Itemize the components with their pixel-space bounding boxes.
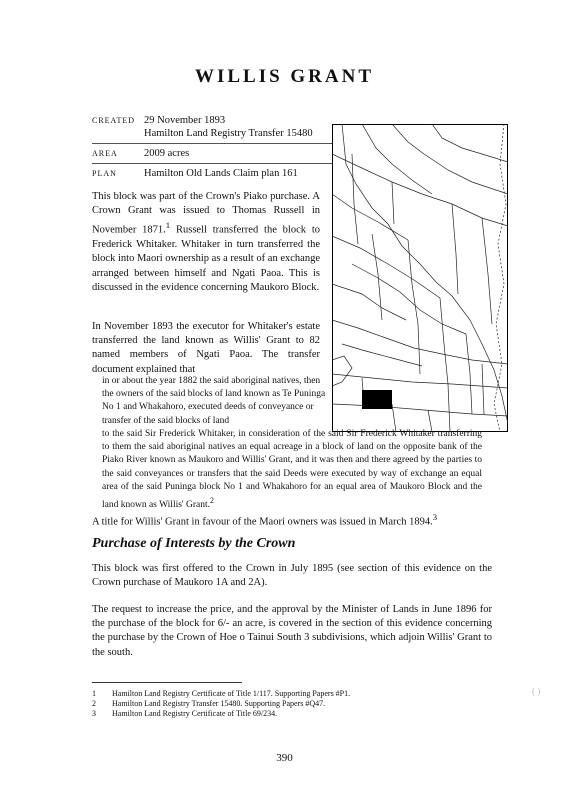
- location-map: [332, 124, 508, 432]
- created-transfer: Hamilton Land Registry Transfer 15480: [144, 128, 313, 139]
- footnote-number: 3: [92, 709, 96, 718]
- footnotes: [92, 689, 492, 719]
- quoted-deed-part-1: in or about the year 1882 the said aboriginal natives, then the owners of the said blocks of land known as Te Puninga No 1 and Whakahoro, executed deeds of conveyance or transfer of the said blocks of land: [102, 376, 326, 426]
- footnote-text: Hamilton Land Registry Certificate of Title 1/117. Supporting Papers #P1.: [112, 689, 351, 698]
- willis-grant-block-marker: [362, 390, 392, 409]
- title-issued-paragraph: [92, 510, 492, 530]
- offer-paragraph: This block was first offered to the Crown in July 1895 (see section of this evidence on the Crown purchase of Maukoro 1A and 2A).: [92, 563, 492, 589]
- footnote-1: [92, 689, 492, 699]
- transfer-paragraph: In November 1893 the executor for Whitaker's estate transferred the land known as Willis' Grant to 82 named members of Ngati Paoa. The transfer document explained that: [92, 321, 320, 375]
- quoted-deed-part-2: [102, 428, 482, 512]
- footnote-text: Hamilton Land Registry Certificate of Title 69/234.: [112, 709, 278, 718]
- area-value: 2009 acres: [144, 144, 359, 164]
- area-row: [92, 144, 359, 164]
- footnote-3: [92, 709, 492, 719]
- intro-paragraph: [92, 190, 320, 295]
- plan-label: PLAN: [92, 169, 117, 178]
- created-row: [92, 111, 359, 144]
- footnote-ref-2[interactable]: 2: [210, 496, 214, 506]
- plan-row: [92, 164, 359, 184]
- block-details-table: [92, 111, 359, 183]
- footnote-number: 2: [92, 699, 96, 708]
- footnote-ref-1[interactable]: 1: [165, 220, 171, 231]
- area-label: AREA: [92, 144, 144, 164]
- quoted-deed-text: to the said Sir Frederick Whitaker, in consideration of the said Sir Frederick Whitaker transferring to them the said aboriginal natives an equal acreage in a block of land on the opposite bank of the Piako River known as Maukoro and Willis' Grant, and it was then and there agreed by the parties to the said conveyances or transfers that the said Deeds were executed by way of exchange an equal area of the said Puninga block No 1 and Whakahoro for an equal area of Maukoro Block and the land known as Willis' Grant.: [102, 429, 482, 511]
- intro-text-continued: Russell transferred the block to Frederick Whitaker. Whitaker in turn transferred the block into Maori ownership as a result of an exchange arranged between himself and Ngati Paoa. This is discussed in the evidence concerning Maukoro Block.: [92, 224, 320, 293]
- title-issued-text: A title for Willis' Grant in favour of the Maori owners was issued in March 1894.: [92, 516, 433, 528]
- created-date: 29 November 1893: [144, 115, 226, 126]
- intro-text: This block was part of the Crown's Piako purchase. A Crown Grant was issued to Thomas Russell in November 1871.: [92, 191, 320, 236]
- margin-mark: ( ): [532, 686, 541, 696]
- section-heading: Purchase of Interests by the Crown: [92, 536, 296, 551]
- price-paragraph: The request to increase the price, and the approval by the Minister of Lands in June 1896 for the purchase of the block for 6/- an acre, is covered in the section of this evidence concerning the purchase by the Crown of Hoe o Tainui South 3 subdivisions, which adjoin Willis' Grant to the south.: [92, 604, 492, 658]
- footnote-divider: [92, 682, 242, 683]
- created-label: CREATED: [92, 111, 144, 144]
- footnote-number: 1: [92, 689, 96, 698]
- footnote-ref-3[interactable]: 3: [432, 512, 438, 522]
- page-number: 390: [276, 752, 293, 764]
- footnote-text: Hamilton Land Registry Transfer 15480. Supporting Papers #Q47.: [112, 699, 326, 708]
- page-title: WILLIS GRANT: [194, 66, 375, 87]
- plan-value: Hamilton Old Lands Claim plan 161: [144, 168, 298, 179]
- block-boundary-map: [332, 124, 508, 432]
- created-value: [144, 111, 359, 144]
- footnote-2: [92, 699, 492, 709]
